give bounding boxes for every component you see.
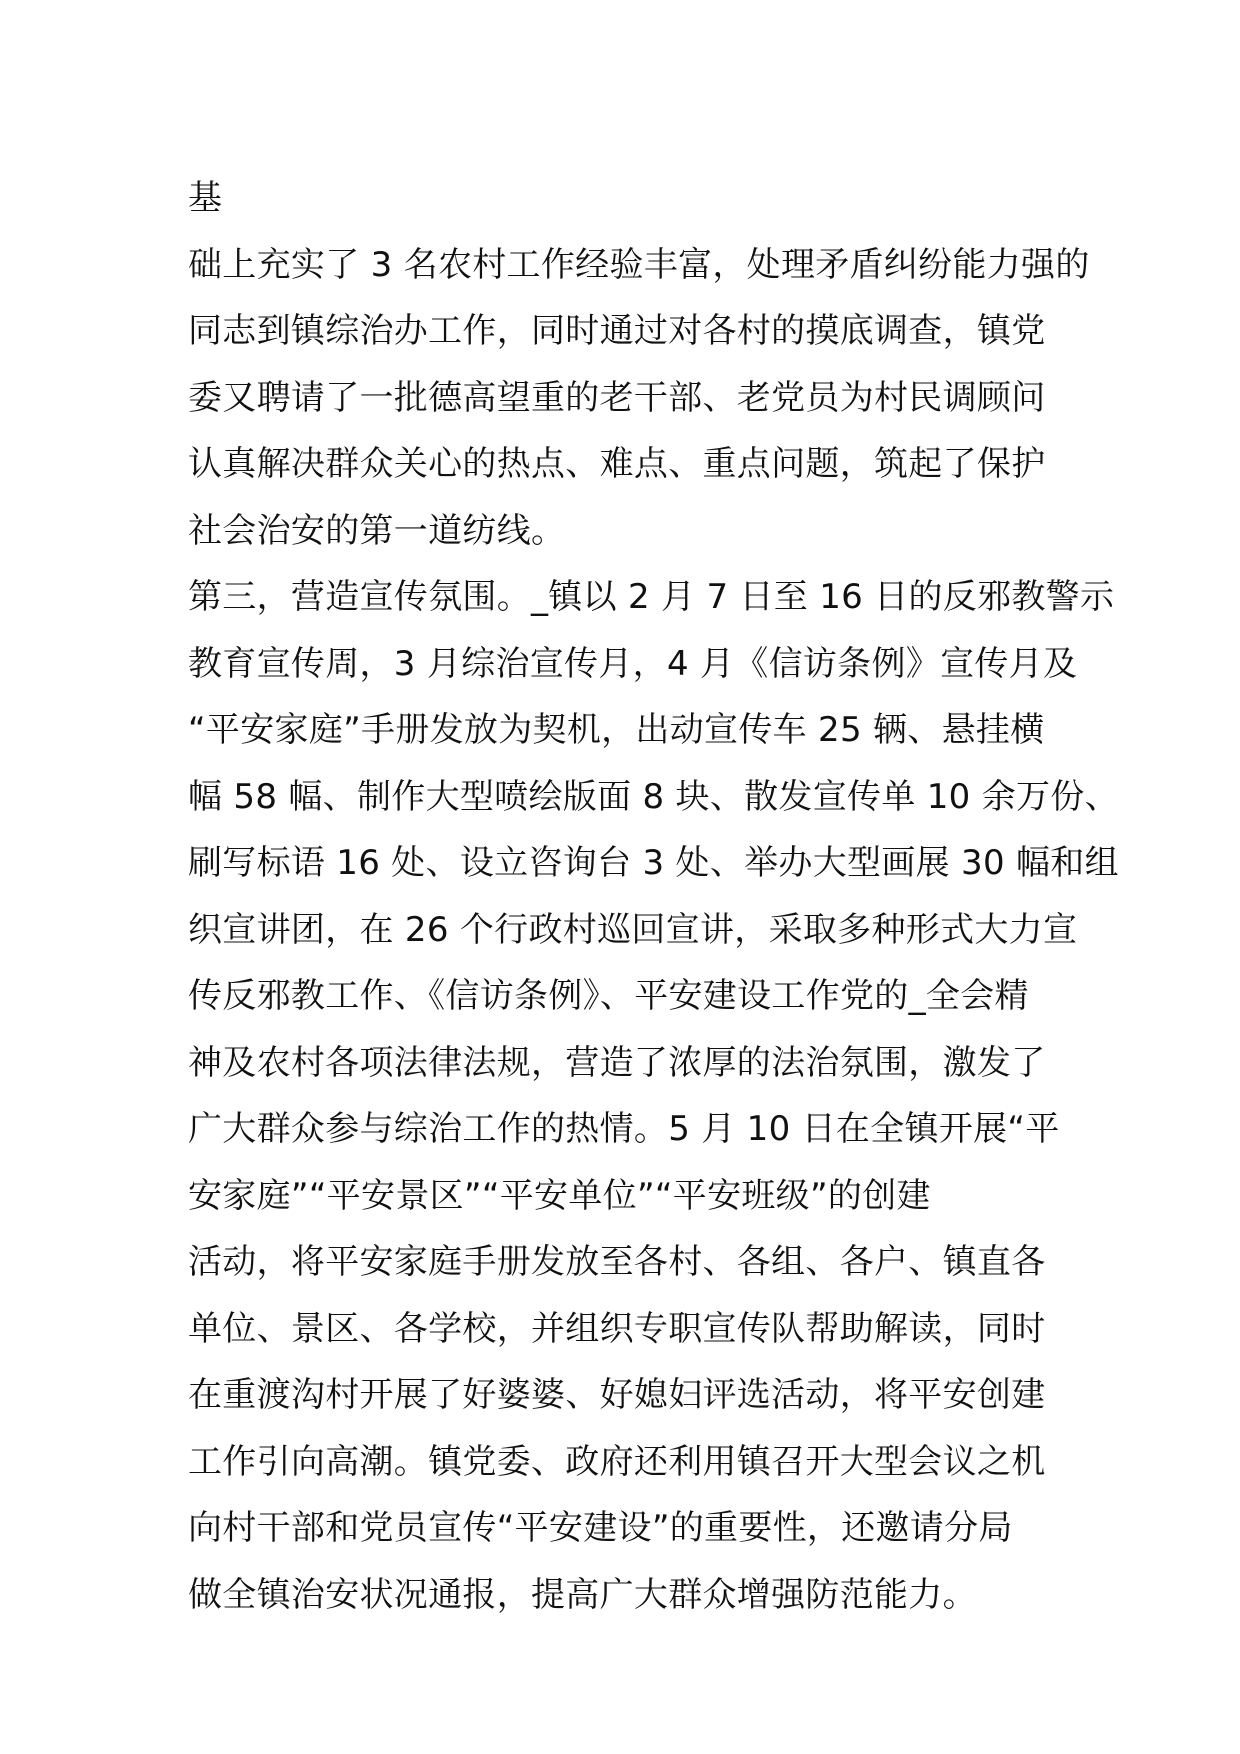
body-text [188,165,1119,1628]
text-line: 向村干部和党员宣传“平安建设”的重要性，还邀请分局 [188,1508,1013,1548]
text-line: “平安家庭”手册发放为契机，出动宣传车 25 辆、悬挂横 [188,710,1045,750]
text-line: 刷写标语 16 处、设立咨询台 3 处、举办大型画展 30 幅和组 [188,843,1119,883]
text-line: 做全镇治安状况通报，提高广大群众增强防范能力。 [188,1574,977,1615]
text-line: 基 [188,178,223,218]
text-line: 社会治安的第一道纺线。 [188,510,566,551]
text-line: 安家庭”“平安景区”“平安单位”“平安班级”的创建 [188,1175,931,1216]
text-line: 委又聘请了一批德高望重的老干部、老党员为村民调顾问 [188,377,1046,418]
text-line: 认真解决群众关心的热点、难点、重点问题，筑起了保护 [188,444,1046,484]
text-line: 神及农村各项法律法规，营造了浓厚的法治氛围，激发了 [188,1042,1046,1083]
text-line: 工作引向高潮。镇党委、政府还利用镇召开大型会议之机 [188,1441,1046,1482]
text-line: 幅 58 幅、制作大型喷绘版面 8 块、散发宣传单 10 余万份、 [188,776,1119,817]
text-line: 础上充实了 3 名农村工作经验丰富，处理矛盾纠纷能力强的 [188,244,1090,285]
text-line: 单位、景区、各学校，并组织专职宣传队帮助解读，同时 [188,1308,1046,1349]
text-line: 同志到镇综治办工作，同时通过对各村的摸底调查，镇党 [188,311,1046,351]
text-line: 活动，将平安家庭手册发放至各村、各组、各户、镇直各 [188,1242,1046,1282]
text-line: 织宣讲团，在 26 个行政村巡回宣讲，采取多种形式大力宣 [188,909,1078,950]
text-line: 第三，营造宣传氛围。_镇以 2 月 7 日至 16 日的反邪教警示 [188,577,1115,617]
text-line: 教育宣传周，3 月综治宣传月，4 月《信访条例》宣传月及 [188,643,1078,684]
text-line: 传反邪教工作、《信访条例》、平安建设工作党的_全会精 [188,976,1029,1016]
text-line: 广大群众参与综治工作的热情。5 月 10 日在全镇开展“平 [188,1109,1060,1149]
text-line: 在重渡沟村开展了好婆婆、好媳妇评选活动，将平安创建 [188,1375,1046,1415]
